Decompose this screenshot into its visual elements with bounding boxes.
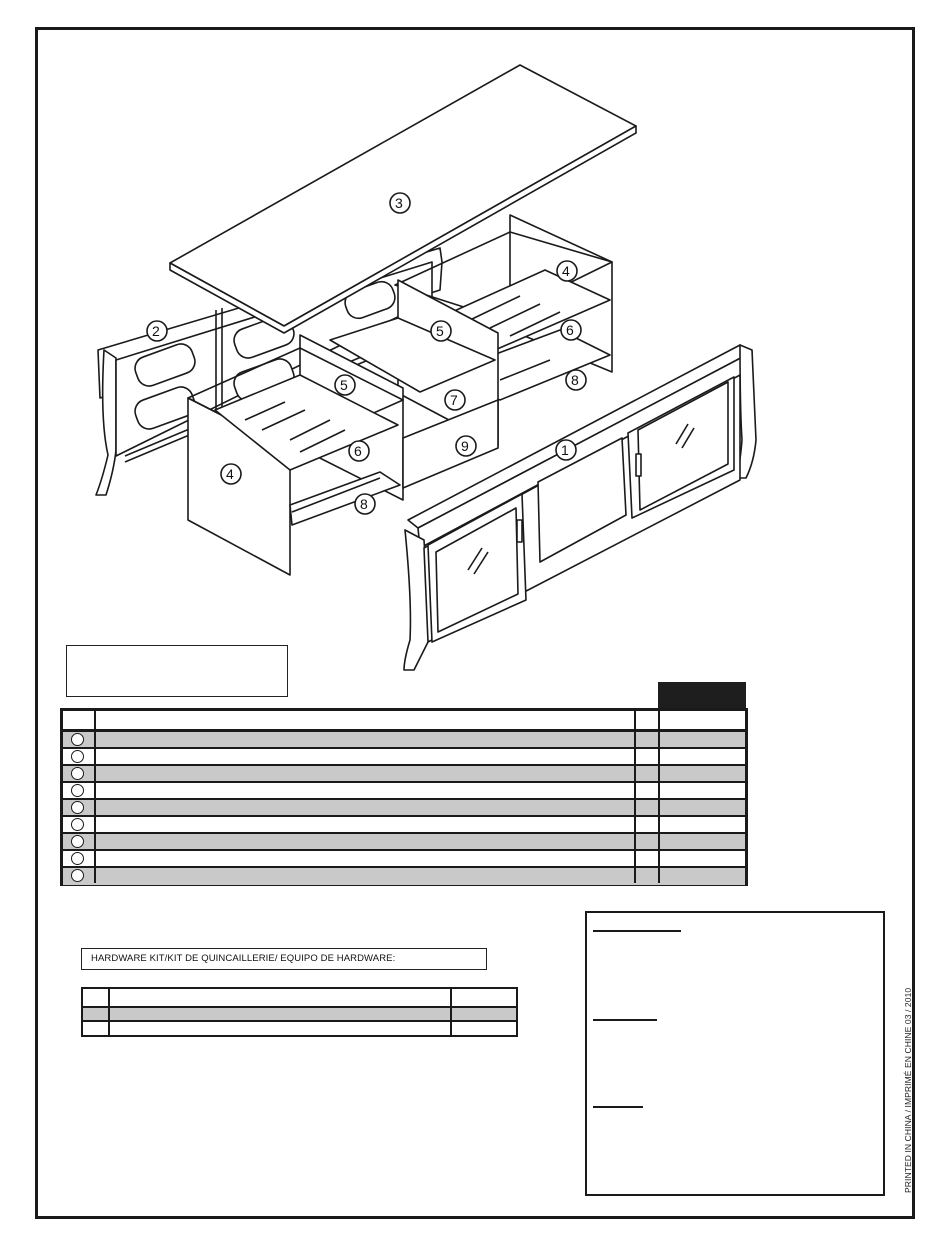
- svg-text:3: 3: [395, 195, 403, 211]
- hardware-table: [81, 987, 518, 1037]
- checkbox-circle-icon[interactable]: [71, 801, 84, 814]
- svg-text:8: 8: [571, 372, 579, 388]
- checkbox-circle-icon[interactable]: [71, 733, 84, 746]
- svg-text:6: 6: [566, 322, 574, 338]
- checkbox-circle-icon[interactable]: [71, 818, 84, 831]
- parts-table-row: [63, 851, 745, 868]
- parts-table-row: [63, 868, 745, 885]
- printed-in-china-note: PRINTED IN CHINA / IMPRIMÉ EN CHINE 03 / 2010: [903, 987, 913, 1193]
- parts-table-row: [63, 732, 745, 749]
- parts-table-row: [63, 817, 745, 834]
- svg-text:6: 6: [354, 443, 362, 459]
- parts-table-row: [63, 834, 745, 851]
- parts-table-divider: [94, 711, 96, 883]
- parts-table-header: [63, 711, 745, 732]
- svg-text:5: 5: [436, 323, 444, 339]
- svg-text:4: 4: [562, 263, 570, 279]
- parts-table-row: [63, 749, 745, 766]
- hardware-table-divider: [450, 989, 452, 1035]
- checkbox-circle-icon[interactable]: [71, 784, 84, 797]
- checkbox-circle-icon[interactable]: [71, 750, 84, 763]
- svg-text:2: 2: [152, 323, 160, 339]
- svg-text:9: 9: [461, 438, 469, 454]
- parts-list-table: [60, 708, 748, 886]
- svg-text:4: 4: [226, 466, 234, 482]
- parts-table-divider: [634, 711, 636, 883]
- svg-text:7: 7: [450, 392, 458, 408]
- parts-table-row: [63, 783, 745, 800]
- hardware-kit-title: HARDWARE KIT/KIT DE QUINCAILLERIE/ EQUIPO DE HARDWARE:: [81, 948, 487, 970]
- checkbox-circle-icon[interactable]: [71, 869, 84, 882]
- notes-box: [585, 911, 885, 1196]
- notes-heading-underline: [593, 1019, 657, 1021]
- svg-text:5: 5: [340, 377, 348, 393]
- table-header-tab: [658, 682, 746, 709]
- blank-note-box: [66, 645, 288, 697]
- notes-heading-underline: [593, 930, 681, 932]
- notes-heading-underline: [593, 1106, 643, 1108]
- checkbox-circle-icon[interactable]: [71, 852, 84, 865]
- parts-table-row: [63, 766, 745, 783]
- parts-table-divider: [658, 711, 660, 883]
- svg-text:1: 1: [561, 442, 569, 458]
- checkbox-circle-icon[interactable]: [71, 835, 84, 848]
- svg-text:8: 8: [360, 496, 368, 512]
- parts-table-row: [63, 800, 745, 817]
- checkbox-circle-icon[interactable]: [71, 767, 84, 780]
- hardware-table-divider: [108, 989, 110, 1035]
